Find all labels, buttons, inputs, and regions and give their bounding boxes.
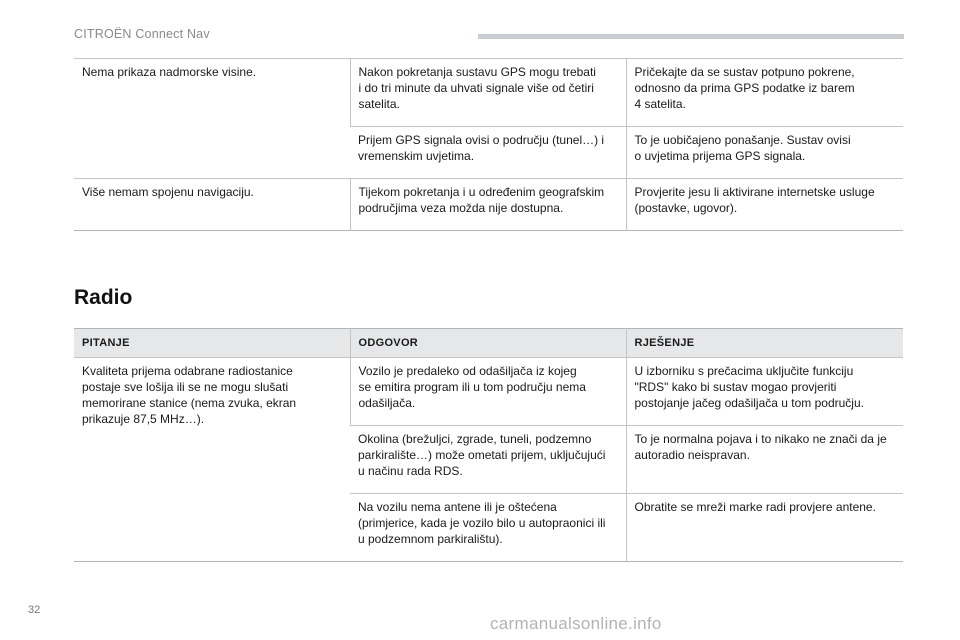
problem-text-line: Više nemam spojenu navigaciju. — [82, 185, 254, 199]
cause-text-line: parkiralište…) može ometati prijem, uključujući — [358, 448, 606, 462]
problem-cell — [74, 179, 350, 231]
header-answer: ODGOVOR — [350, 329, 626, 358]
solution-text-line: To je uobičajeno ponašanje. Sustav ovisi — [634, 133, 851, 147]
solution-cell — [626, 127, 903, 179]
solution-cell — [626, 426, 903, 494]
gps-troubleshooting-table — [74, 58, 903, 231]
cause-text-line: Okolina (brežuljci, zgrade, tuneli, podzemno — [358, 432, 592, 446]
problem-text-line: Kvaliteta prijema odabrane radiostanice — [82, 364, 293, 378]
cause-text-line: Nakon pokretanja sustavu GPS mogu trebati — [358, 65, 596, 79]
solution-cell — [626, 358, 903, 426]
problem-text-line: Nema prikaza nadmorske visine. — [82, 65, 257, 79]
solution-text-line: postojanje jačeg odašiljača u tom području. — [634, 396, 864, 410]
cause-text-line: odašiljača. — [358, 396, 416, 410]
problem-text-line: prikazuje 87,5 MHz…). — [82, 412, 205, 426]
solution-text-line: U izborniku s prečacima uključite funkciju — [634, 364, 854, 378]
cause-text-line: Tijekom pokretanja i u određenim geografskim — [358, 185, 605, 199]
problem-cell — [74, 358, 350, 562]
solution-text-line: Provjerite jesu li aktivirane internetske usluge — [634, 185, 875, 199]
section-title-radio: Radio — [74, 286, 133, 309]
solution-text-line: To je normalna pojava i to nikako ne znači da je — [634, 432, 887, 446]
solution-text-line: o uvjetima prijema GPS signala. — [634, 149, 806, 163]
solution-text-line: 4 satelita. — [634, 97, 686, 111]
solution-cell — [626, 179, 903, 231]
solution-text-line: "RDS" kako bi sustav mogao provjeriti — [634, 380, 837, 394]
cause-cell — [350, 426, 626, 494]
table-row — [74, 358, 903, 426]
solution-cell — [626, 59, 903, 127]
cause-cell — [350, 494, 626, 562]
cause-text-line: (primjerice, kada je vozilo bilo u autopraonici ili — [358, 516, 606, 530]
solution-text-line: Pričekajte da se sustav potpuno pokrene, — [634, 65, 855, 79]
cause-cell — [350, 179, 626, 231]
table-row — [74, 179, 903, 231]
cause-text-line: vremenskim uvjetima. — [358, 149, 475, 163]
cause-cell — [350, 358, 626, 426]
table-row — [74, 59, 903, 127]
solution-text-line: (postavke, ugovor). — [634, 201, 738, 215]
cause-cell — [350, 59, 626, 127]
cause-text-line: područjima veza možda nije dostupna. — [358, 201, 564, 215]
cause-cell — [350, 127, 626, 179]
cause-text-line: satelita. — [358, 97, 400, 111]
solution-cell — [626, 494, 903, 562]
cause-text-line: Vozilo je predaleko od odašiljača iz kojeg — [358, 364, 577, 378]
table-header-row — [74, 329, 903, 358]
header-question: PITANJE — [74, 329, 350, 358]
header-solution: RJEŠENJE — [626, 329, 903, 358]
watermark-text: carmanualsonline.info — [490, 614, 662, 633]
header-divider-bar — [478, 34, 904, 39]
cause-text-line: u načinu rada RDS. — [358, 464, 463, 478]
solution-text-line: odnosno da prima GPS podatke iz barem — [634, 81, 855, 95]
cause-text-line: u podzemnom parkiralištu). — [358, 532, 503, 546]
radio-table-body — [74, 358, 903, 562]
problem-cell — [74, 59, 350, 179]
cause-text-line: se emitira program ili u tom području nema — [358, 380, 586, 394]
solution-text-line: autoradio neispravan. — [634, 448, 750, 462]
document-header-title: CITROËN Connect Nav — [74, 27, 210, 41]
cause-text-line: Na vozilu nema antene ili je oštećena — [358, 500, 557, 514]
problem-text-line: postaje sve lošija ili se ne mogu slušati — [82, 380, 289, 394]
cause-text-line: i do tri minute da uhvati signale više od četiri — [358, 81, 594, 95]
cause-text-line: Prijem GPS signala ovisi o području (tunel…) i — [358, 133, 605, 147]
radio-troubleshooting-table — [74, 328, 903, 562]
page-number: 32 — [28, 604, 41, 616]
problem-text-line: memorirane stanice (nema zvuka, ekran — [82, 396, 297, 410]
solution-text-line: Obratite se mreži marke radi provjere antene. — [634, 500, 876, 514]
gps-table-body — [74, 59, 903, 231]
